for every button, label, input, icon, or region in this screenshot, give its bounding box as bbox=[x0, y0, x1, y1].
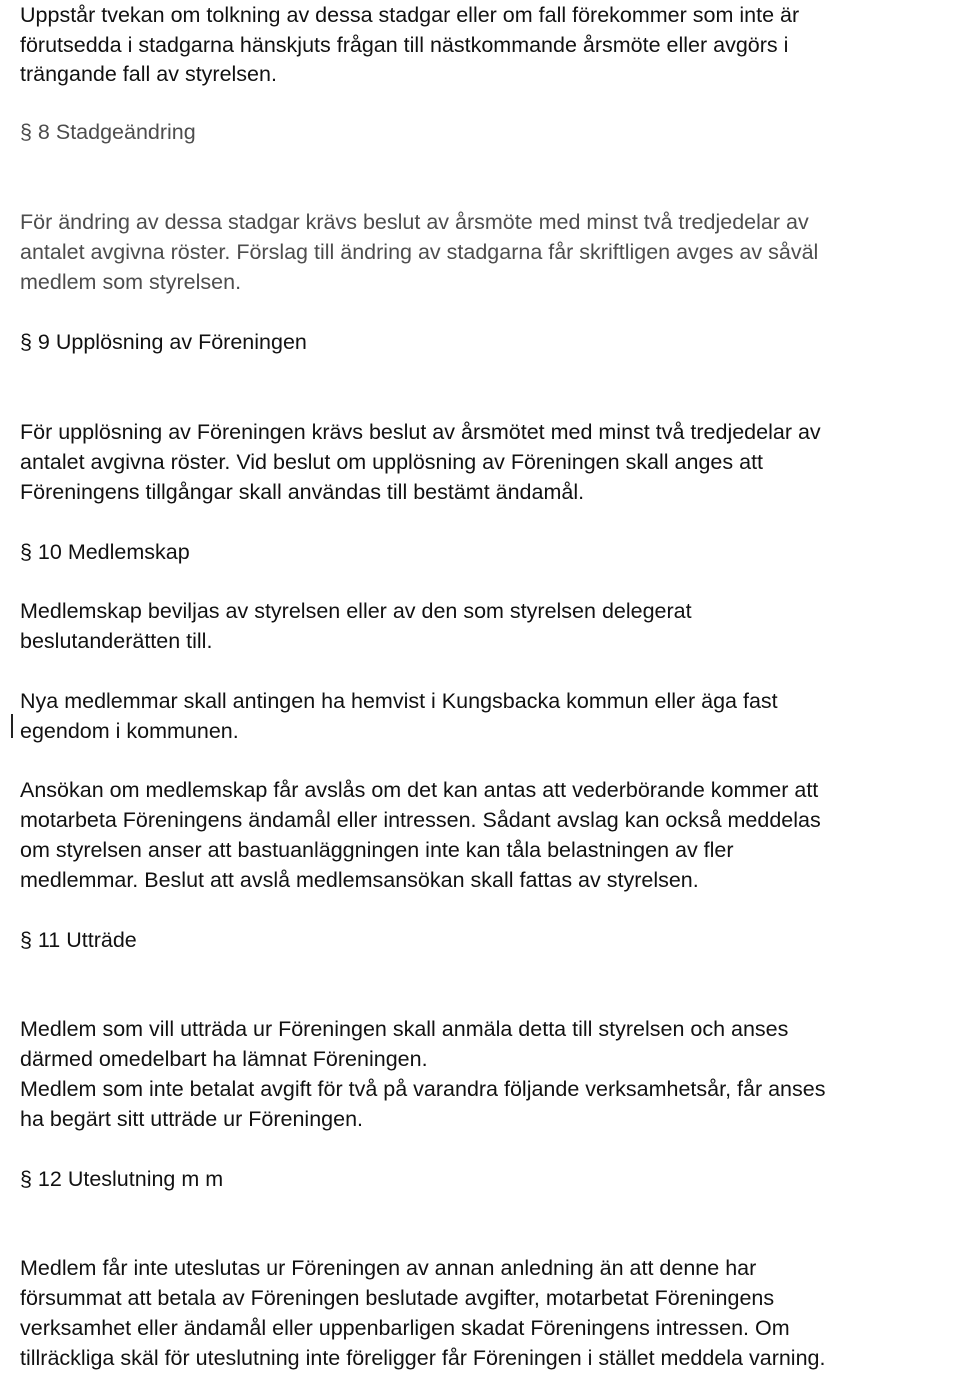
section-12-heading: § 12 Uteslutning m m bbox=[20, 1167, 224, 1191]
section-10-text: medlemmar. Beslut att avslå medlemsansökan skall fattas av styrelsen. bbox=[20, 868, 699, 892]
section-8-text: För ändring av dessa stadgar krävs beslut av årsmöte med minst två tredjedelar av bbox=[20, 210, 809, 234]
section-9-text: För upplösning av Föreningen krävs beslut av årsmötet med minst två tredjedelar av bbox=[20, 420, 821, 444]
section-11-text: Medlem som inte betalat avgift för två på varandra följande verksamhetsår, får anses bbox=[20, 1077, 826, 1101]
intro-line: Uppstår tvekan om tolkning av dessa stadgar eller om fall förekommer som inte är bbox=[20, 3, 800, 27]
section-10-text: Nya medlemmar skall antingen ha hemvist i Kungsbacka kommun eller äga fast bbox=[20, 689, 778, 713]
section-12-text: Medlem får inte uteslutas ur Föreningen av annan anledning än att denne har bbox=[20, 1256, 757, 1280]
section-11-text: Medlem som vill utträda ur Föreningen skall anmäla detta till styrelsen och anses bbox=[20, 1017, 789, 1041]
section-10-text: Ansökan om medlemskap får avslås om det kan antas att vederbörande kommer att bbox=[20, 778, 819, 802]
section-9-text-part: Vid beslut om upplösning av Föreningen skall anges att bbox=[236, 450, 764, 474]
section-8-text: medlem som styrelsen. bbox=[20, 270, 242, 294]
intro-line: trängande fall av styrelsen. bbox=[20, 62, 277, 86]
section-8-text-part: Förslag till ändring av stadgarna får skriftligen avges av såväl bbox=[236, 240, 819, 264]
section-12-text: tillräckliga skäl för uteslutning inte föreligger får Föreningen i stället meddela varning. bbox=[20, 1346, 826, 1370]
section-11-text: ha begärt sitt utträde ur Föreningen. bbox=[20, 1107, 364, 1131]
section-9-text: Föreningens tillgångar skall användas till bestämt ändamål. bbox=[20, 480, 585, 504]
intro-line: förutsedda i stadgarna hänskjuts frågan till nästkommande årsmöte eller avgörs i bbox=[20, 33, 789, 57]
section-10-text: om styrelsen anser att bastuanläggningen inte kan tåla belastningen av fler bbox=[20, 838, 734, 862]
section-10-text: egendom i kommunen. bbox=[20, 719, 239, 743]
section-8-text bbox=[20, 237, 818, 267]
section-9-text bbox=[20, 447, 763, 477]
section-10-heading: § 10 Medlemskap bbox=[20, 540, 190, 564]
section-9-text-part: antalet avgivna röster. bbox=[20, 450, 237, 474]
section-11-text: därmed omedelbart ha lämnat Föreningen. bbox=[20, 1047, 428, 1071]
revision-bar bbox=[11, 714, 13, 738]
section-10-text: Medlemskap beviljas av styrelsen eller av den som styrelsen delegerat bbox=[20, 599, 692, 623]
section-8-text-part: antalet avgivna röster. bbox=[20, 240, 237, 264]
section-8-heading: § 8 Stadgeändring bbox=[20, 120, 196, 144]
section-10-text: beslutanderätten till. bbox=[20, 629, 213, 653]
section-9-heading: § 9 Upplösning av Föreningen bbox=[20, 330, 307, 354]
section-11-heading: § 11 Utträde bbox=[20, 928, 137, 952]
section-10-text: motarbeta Föreningens ändamål eller intressen. Sådant avslag kan också meddelas bbox=[20, 808, 821, 832]
section-12-text: verksamhet eller ändamål eller uppenbarligen skadat Föreningens intressen. Om bbox=[20, 1316, 790, 1340]
section-12-text: försummat att betala av Föreningen beslutade avgifter, motarbetat Föreningens bbox=[20, 1286, 775, 1310]
